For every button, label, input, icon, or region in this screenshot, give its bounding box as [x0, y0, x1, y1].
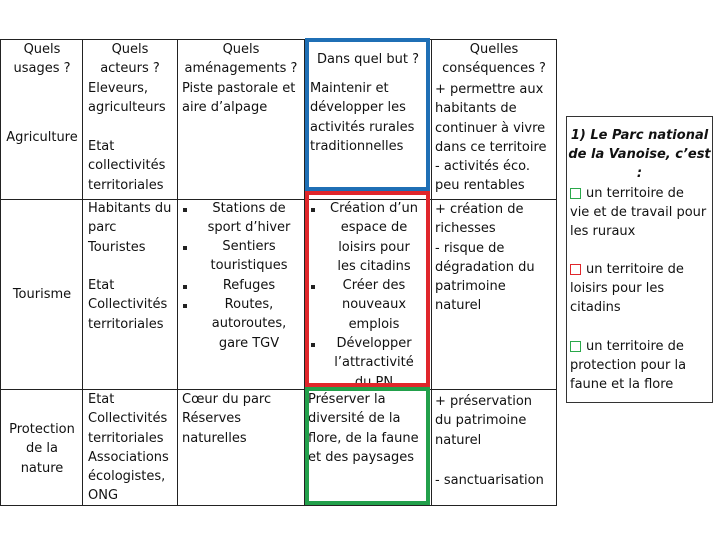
acteurs-agriculture-b: Etat collectivités territoriales [88, 139, 166, 193]
acteurs-agriculture-a: Eleveurs, agriculteurs [88, 81, 166, 116]
side-option-label: un territoire de loisirs pour les citadins [570, 262, 684, 315]
consequences-protection-a: + préservation du patrimoine naturel [435, 394, 533, 448]
but-protection: Préserver la diversité de la flore, de la faune et des paysages [308, 392, 419, 465]
header-usages: Quels usages ? [13, 42, 71, 77]
highlight-frame-blue [305, 38, 430, 191]
but-item: Créer des nouveaux emplois [341, 278, 407, 332]
amenagements-agriculture: Piste pastorale et aire d’alpage [182, 81, 296, 116]
amenagement-item: Refuges [222, 278, 276, 293]
acteurs-protection: Etat Collectivités territoriales Associations écologistes, ONG [88, 392, 169, 504]
amenagement-item: Sentiers touristiques [210, 239, 288, 274]
but-item: Développer l’attractivité du PN [334, 336, 414, 390]
consequences-tourisme: + création de richesses - risque de dégradation du patrimoine naturel [435, 202, 535, 314]
header-acteurs: Quels acteurs ? [100, 42, 160, 77]
bullet-marker [183, 246, 187, 250]
side-option-2[interactable] [570, 260, 710, 317]
consequences-agriculture: + permettre aux habitants de continuer à vivre dans ce territoire - activités éco. peu rentables [435, 82, 547, 194]
side-option-label: un territoire de vie et de travail pour les ruraux [570, 186, 707, 239]
acteurs-tourisme-b: Etat Collectivités territoriales [88, 278, 168, 332]
usage-protection: Protection de la nature [9, 422, 75, 476]
header-but: Dans quel but ? [317, 52, 419, 67]
checkbox-icon[interactable] [570, 341, 581, 352]
but-item: Création d’un espace de loisirs pour les citadins [330, 201, 418, 274]
amenagement-item: Stations de sport d’hiver [207, 201, 291, 236]
amenagements-protection: Cœur du parc Réserves naturelles [182, 392, 272, 446]
consequences-protection-b: - sanctuarisation [435, 473, 544, 488]
highlight-frame-green [305, 387, 430, 505]
side-panel [566, 116, 713, 403]
checkbox-icon[interactable] [570, 264, 581, 275]
bullet-marker [183, 285, 187, 289]
side-option-label: un territoire de protection pour la faune et la flore [570, 339, 687, 392]
but-agriculture: Maintenir et développer les activités rurales traditionnelles [310, 81, 415, 154]
header-amenagements: Quels aménagements ? [184, 42, 298, 77]
usage-tourisme: Tourisme [12, 287, 72, 302]
side-panel-title: 1) Le Parc national de la Vanoise, c’est : [568, 128, 711, 181]
acteurs-tourisme-a: Habitants du parc Touristes [88, 201, 172, 255]
grid-line [0, 505, 557, 506]
side-option-1[interactable] [570, 184, 710, 241]
amenagement-item: Routes, autoroutes, gare TGV [211, 297, 287, 351]
bullet-marker [183, 304, 187, 308]
side-option-3[interactable] [570, 337, 710, 394]
checkbox-icon[interactable] [570, 188, 581, 199]
header-consequences: Quelles conséquences ? [442, 42, 546, 77]
grid-line [431, 39, 432, 506]
bullet-marker [183, 208, 187, 212]
highlight-frame-red [305, 191, 430, 387]
usage-agriculture: Agriculture [6, 130, 78, 145]
